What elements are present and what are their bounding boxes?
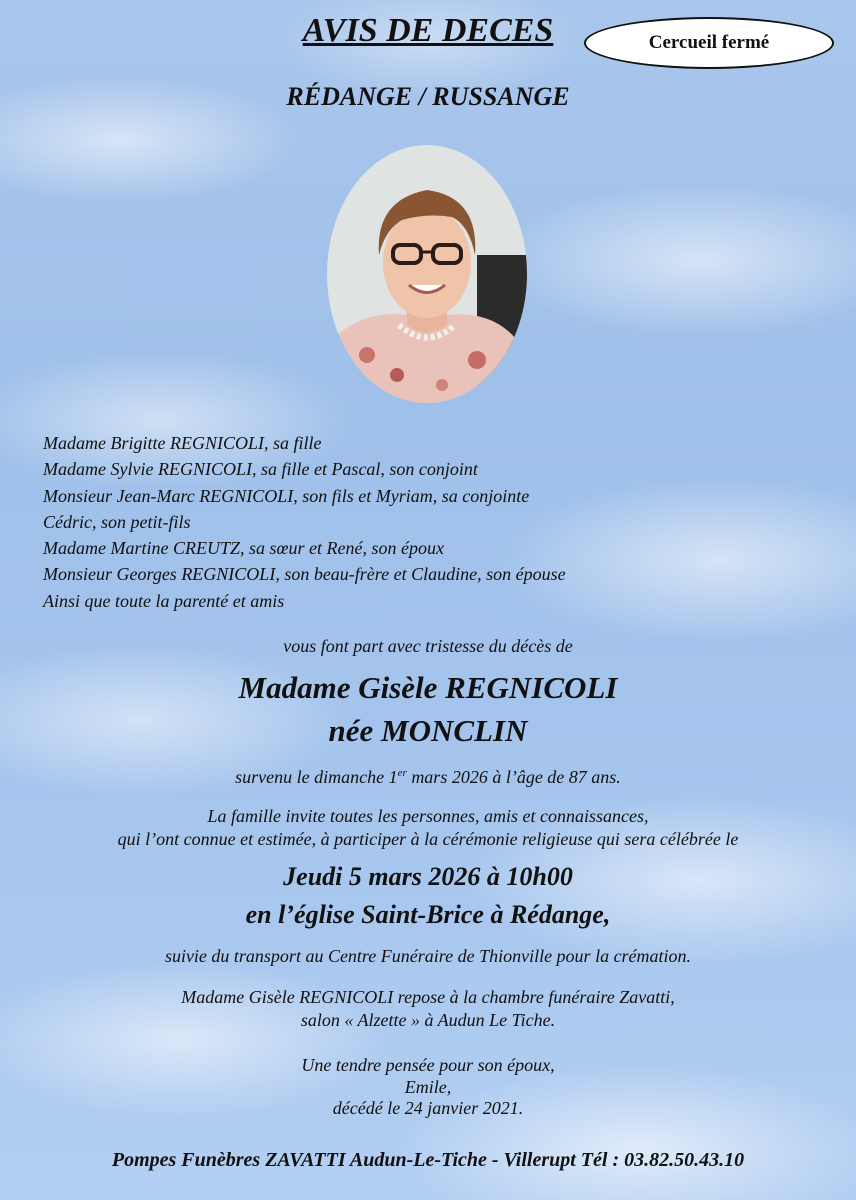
invitation-text: [0, 805, 856, 851]
deceased-portrait: [327, 145, 527, 403]
death-prefix: survenu le dimanche 1: [235, 767, 398, 787]
family-line: Cédric, son petit-fils: [43, 511, 191, 532]
tribute-text: [0, 1055, 856, 1120]
portrait-photo: [327, 145, 527, 403]
ceremony-date: Jeudi 5 mars 2026 à 10h00: [283, 862, 573, 891]
family-line: Madame Brigitte REGNICOLI, sa fille: [43, 433, 322, 453]
closed-coffin-badge: Cercueil fermé: [584, 17, 834, 69]
notice-subtitle: RÉDANGE / RUSSANGE: [286, 82, 570, 111]
repose-line: Madame Gisèle REGNICOLI repose à la chambre funéraire Zavatti,: [181, 987, 675, 1007]
notice-title: AVIS DE DECES: [302, 12, 554, 49]
tribute-line: Emile,: [404, 1076, 452, 1097]
family-line: Monsieur Jean-Marc REGNICOLI, son fils et Myriam, sa conjointe: [43, 485, 530, 506]
invite-line: La famille invite toutes les personnes, amis et connaissances,: [207, 806, 649, 826]
repose-text: [0, 986, 856, 1032]
family-line: Ainsi que toute la parenté et amis: [43, 590, 285, 611]
deceased-name: Madame Gisèle REGNICOLI: [238, 670, 618, 705]
death-ordinal: er: [397, 767, 407, 779]
announcement-intro: vous font part avec tristesse du décès de: [283, 636, 573, 656]
family-line: Monsieur Georges REGNICOLI, son beau-frère et Claudine, son épouse: [43, 564, 566, 585]
family-line: Madame Martine CREUTZ, sa sœur et René, son époux: [43, 538, 444, 559]
tribute-line: décédé le 24 janvier 2021.: [332, 1098, 524, 1118]
tribute-line: Une tendre pensée pour son époux,: [301, 1055, 555, 1075]
funeral-home-footer: Pompes Funèbres ZAVATTI Audun-Le-Tiche - Villerupt Tél : 03.82.50.43.10: [111, 1149, 745, 1171]
invite-line: qui l’ont connue et estimée, à participer à la cérémonie religieuse qui sera célébrée le: [117, 829, 739, 849]
death-suffix: mars 2026 à l’âge de 87 ans.: [406, 767, 621, 787]
family-line: Madame Sylvie REGNICOLI, sa fille et Pascal, son conjoint: [43, 459, 478, 480]
deceased-maiden-name: née MONCLIN: [328, 713, 528, 748]
death-date-line: [0, 767, 856, 788]
repose-line: salon « Alzette » à Audun Le Tiche.: [300, 1010, 556, 1030]
ceremony-place: en l’église Saint-Brice à Rédange,: [245, 900, 611, 929]
family-list: [43, 430, 823, 614]
transport-line: suivie du transport au Centre Funéraire de Thionville pour la crémation.: [164, 946, 692, 966]
